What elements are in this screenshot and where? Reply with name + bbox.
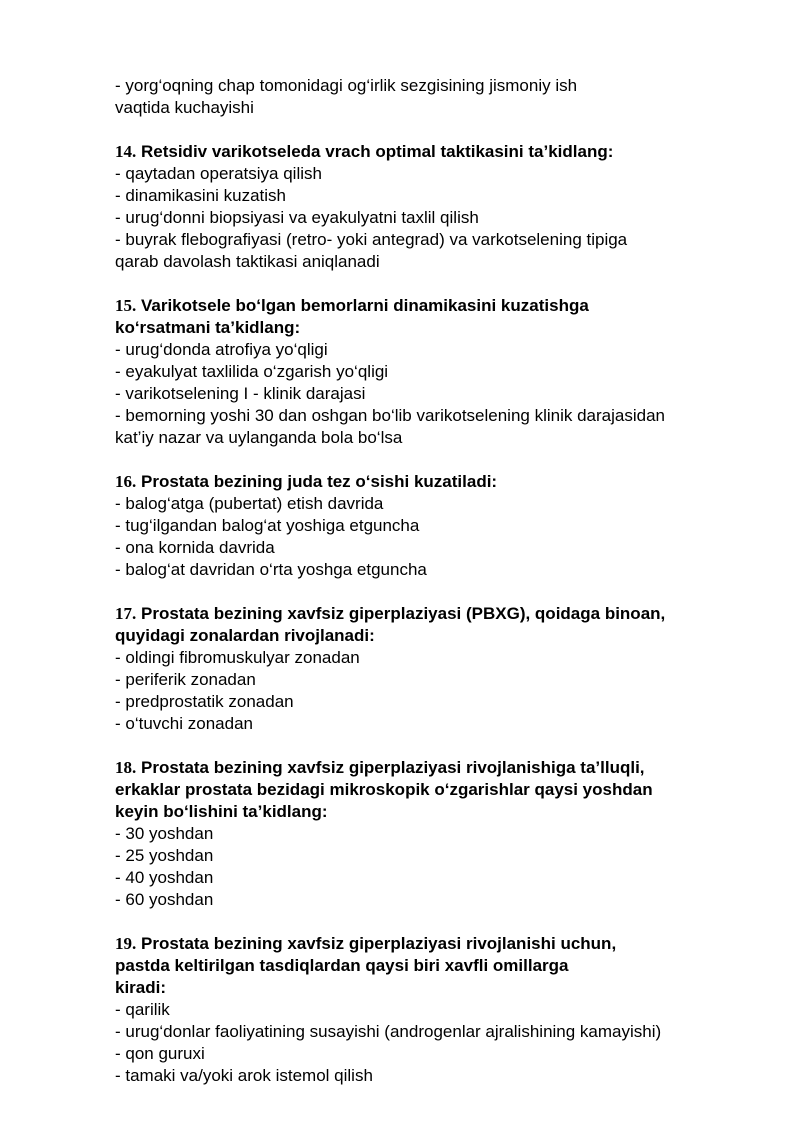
- answer-option: - 40 yoshdan: [115, 868, 214, 887]
- answer-option: - o‘tuvchi zonadan: [115, 714, 253, 733]
- answer-option: - urug‘donlar faoliyatining susayishi (androgenlar ajralishining kamayishi): [115, 1022, 662, 1041]
- answer-option-continuation: qarab davolash taktikasi aniqlanadi: [115, 252, 380, 271]
- question-title-continuation: ko‘rsatmani ta’kidlang:: [115, 318, 301, 337]
- question-17: [115, 603, 755, 735]
- answer-option: - 30 yoshdan: [115, 824, 214, 843]
- intro-block: [115, 75, 755, 119]
- page-content: [115, 75, 755, 1087]
- question-16: [115, 471, 755, 581]
- answer-option: - balog‘at davridan o‘rta yoshga etguncha: [115, 560, 427, 579]
- answer-option: - 60 yoshdan: [115, 890, 214, 909]
- answer-option: - dinamikasini kuzatish: [115, 186, 287, 205]
- question-19: [115, 933, 755, 1087]
- question-number: 18.: [115, 758, 137, 777]
- answer-option: - predprostatik zonadan: [115, 692, 294, 711]
- question-title: 18. Prostata bezining xavfsiz giperplaziyasi rivojlanishiga ta’lluqli,: [115, 758, 645, 777]
- question-14: [115, 141, 755, 273]
- answer-option: - ona kornida davrida: [115, 538, 275, 557]
- question-number: 14.: [115, 142, 137, 161]
- answer-option: - varikotselening I - klinik darajasi: [115, 384, 366, 403]
- question-number: 15.: [115, 296, 137, 315]
- answer-option: - balog‘atga (pubertat) etish davrida: [115, 494, 384, 513]
- question-title: 15. Varikotsele bo‘lgan bemorlarni dinamikasini kuzatishga: [115, 296, 589, 315]
- answer-option: - qarilik: [115, 1000, 170, 1019]
- question-title: 17. Prostata bezining xavfsiz giperplaziyasi (PBXG), qoidaga binoan,: [115, 604, 666, 623]
- answer-option: - 25 yoshdan: [115, 846, 214, 865]
- question-15: [115, 295, 755, 449]
- answer-option: - buyrak flebografiyasi (retro- yoki antegrad) va varkotselening tipiga: [115, 230, 628, 249]
- answer-option: - tamaki va/yoki arok istemol qilish: [115, 1066, 373, 1085]
- question-title-continuation: pastda keltirilgan tasdiqlardan qaysi biri xavfli omillarga: [115, 956, 569, 975]
- question-title-continuation: quyidagi zonalardan rivojlanadi:: [115, 626, 375, 645]
- intro-line: vaqtida kuchayishi: [115, 98, 254, 117]
- question-title-continuation: erkaklar prostata bezidagi mikroskopik o‘zgarishlar qaysi yoshdan: [115, 780, 653, 799]
- answer-option: - qaytadan operatsiya qilish: [115, 164, 322, 183]
- answer-option: - eyakulyat taxlilida o‘zgarish yo‘qligi: [115, 362, 389, 381]
- answer-option: - urug‘donni biopsiyasi va eyakulyatni taxlil qilish: [115, 208, 479, 227]
- question-number: 17.: [115, 604, 137, 623]
- question-18: [115, 757, 755, 911]
- question-title: 14. Retsidiv varikotseleda vrach optimal taktikasini ta’kidlang:: [115, 142, 614, 161]
- answer-option: - urug‘donda atrofiya yo‘qligi: [115, 340, 328, 359]
- question-title: 19. Prostata bezining xavfsiz giperplaziyasi rivojlanishi uchun,: [115, 934, 617, 953]
- question-number: 16.: [115, 472, 137, 491]
- answer-option-continuation: kat’iy nazar va uylanganda bola bo‘lsa: [115, 428, 403, 447]
- question-number: 19.: [115, 934, 137, 953]
- answer-option: - periferik zonadan: [115, 670, 256, 689]
- answer-option: - bemorning yoshi 30 dan oshgan bo‘lib varikotselening klinik darajasidan: [115, 406, 666, 425]
- question-title-continuation: kiradi:: [115, 978, 167, 997]
- answer-option: - qon guruxi: [115, 1044, 205, 1063]
- answer-option: - tug‘ilgandan balog‘at yoshiga etguncha: [115, 516, 420, 535]
- question-title: 16. Prostata bezining juda tez o‘sishi kuzatiladi:: [115, 472, 498, 491]
- answer-option: - oldingi fibromuskulyar zonadan: [115, 648, 360, 667]
- intro-line: - yorg‘oqning chap tomonidagi og‘irlik sezgisining jismoniy ish: [115, 76, 578, 95]
- question-title-continuation: keyin bo‘lishini ta’kidlang:: [115, 802, 328, 821]
